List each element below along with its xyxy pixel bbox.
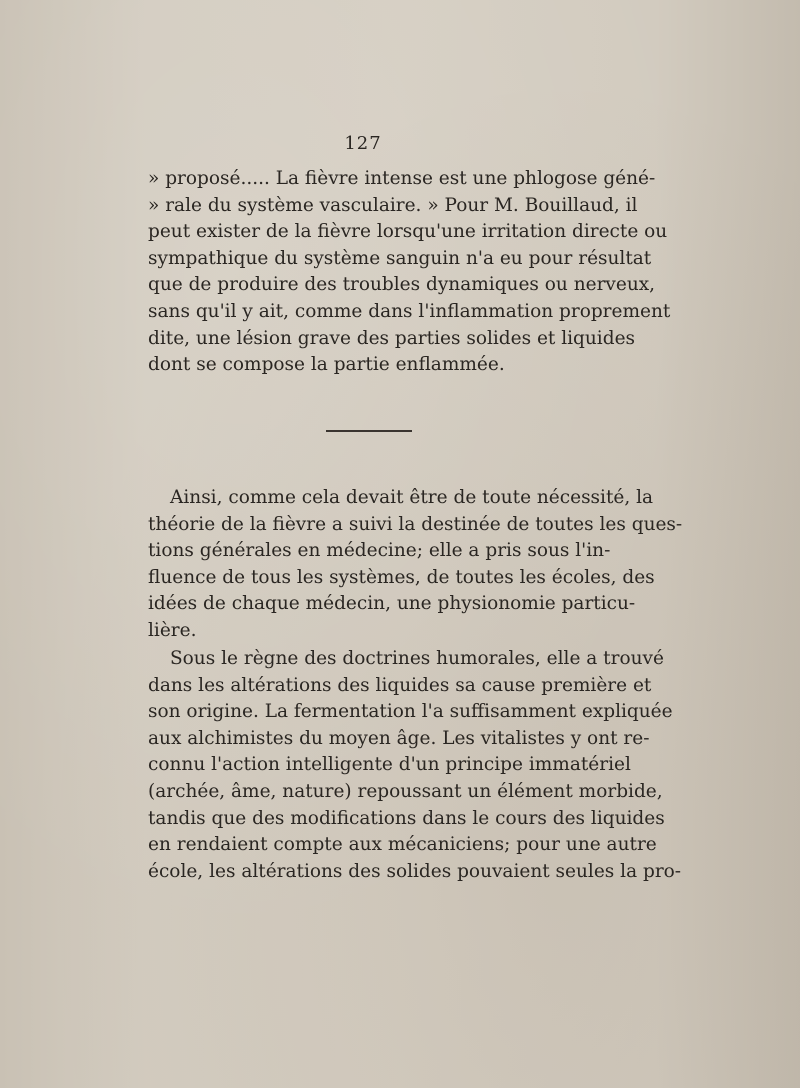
paragraph-2 [148,485,683,645]
text-line: » rale du système vasculaire. » Pour M. Bouillaud, il [148,194,638,216]
text-line: sans qu'il y ait, comme dans l'inflammation proprement [148,300,671,322]
text-line: dans les altérations des liquides sa cause première et [148,674,652,696]
text-line: idées de chaque médecin, une physionomie particu- [148,593,636,615]
text-line: en rendaient compte aux mécaniciens; pour une autre [148,834,657,856]
page-number: 127 [344,133,382,154]
text-line: théorie de la fièvre a suivi la destinée de toutes les ques- [148,513,683,535]
text-line: » proposé..... La fièvre intense est une phlogose géné- [148,168,656,189]
text-line: son origine. La fermentation l'a suffisamment expliquée [148,701,673,723]
text-line: fluence de tous les systèmes, de toutes les écoles, des [148,566,655,588]
text-line: que de produire des troubles dynamiques ou nerveux, [148,274,656,296]
paragraph-1 [148,166,671,379]
text-line: sympathique du système sanguin n'a eu pour résultat [148,247,652,269]
text-line: (archée, âme, nature) repoussant un élément morbide, [148,780,663,802]
section-divider [326,430,412,432]
text-line: lière. [148,619,197,641]
text-line: dont se compose la partie enflammée. [148,354,505,376]
text-line: école, les altérations des solides pouvaient seules la pro- [148,860,682,882]
text-line: connu l'action intelligente d'un principe immatériel [148,754,631,776]
text-line: peut exister de la fièvre lorsqu'une irritation directe ou [148,221,668,243]
text-line: Ainsi, comme cela devait être de toute nécessité, la [170,487,654,508]
text-line: tandis que des modifications dans le cours des liquides [148,807,665,829]
text-line: Sous le règne des doctrines humorales, elle a trouvé [170,648,664,669]
text-line: tions générales en médecine; elle a pris sous l'in- [148,540,611,562]
text-line: aux alchimistes du moyen âge. Les vitalistes y ont re- [148,727,650,749]
paragraph-3 [148,646,682,885]
text-line: dite, une lésion grave des parties solides et liquides [148,327,636,349]
